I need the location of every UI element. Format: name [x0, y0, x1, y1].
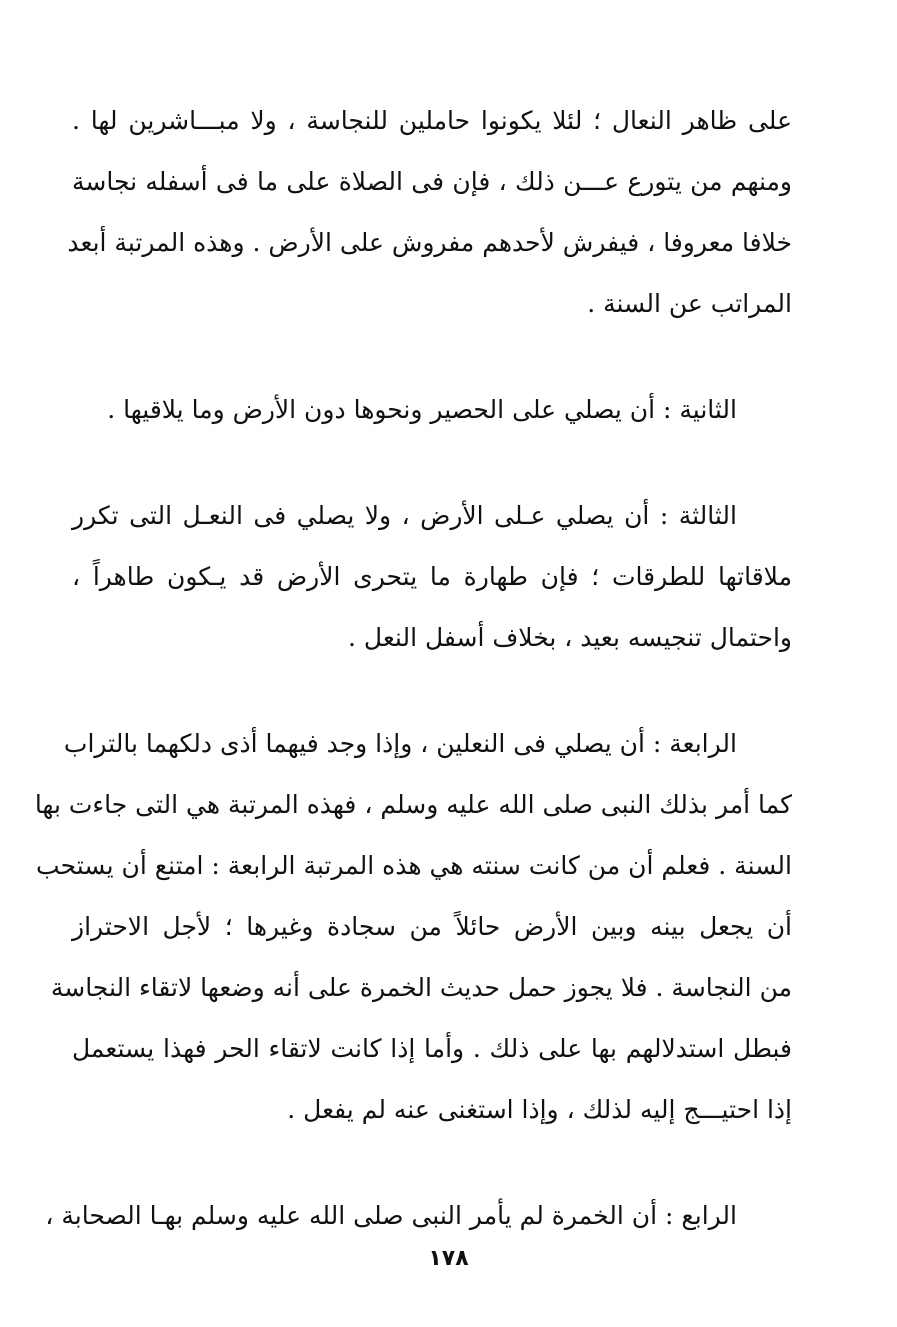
text-line: السنة . فعلم أن من كانت سنته هي هذه المرتبة الرابعة : امتنع أن يستحب [36, 851, 792, 880]
paragraph-gap [72, 440, 792, 485]
text-line: أن يجعل بينه وبين الأرض حائلاً من سجادة وغيرها ؛ لأجل الاحتراز [72, 912, 792, 941]
text-line: المراتب عن السنة . [587, 289, 792, 318]
text-line: الرابعة : أن يصلي فى النعلين ، وإذا وجد فيهما أذى دلكهما بالتراب [63, 729, 737, 758]
paragraph-gap [72, 668, 792, 713]
text-line: خلافا معروفا ، فيفرش لأحدهم مفروش على الأرض . وهذه المرتبة أبعد [67, 228, 792, 257]
text-line: من النجاسة . فلا يجوز حمل حديث الخمرة على أنه وضعها لاتقاء النجاسة [50, 973, 792, 1002]
text-line: على ظاهر النعال ؛ لئلا يكونوا حاملين للنجاسة ، ولا مبـــاشرين لها . [72, 106, 792, 135]
text-line: فبطل استدلالهم بها على ذلك . وأما إذا كانت لاتقاء الحر فهذا يستعمل [72, 1034, 792, 1063]
paragraph-fourth-level [34, 713, 792, 1140]
text-line: ملاقاتها للطرقات ؛ فإن طهارة ما يتحرى الأرض قد يـكون طاهراً ، [72, 562, 792, 591]
paragraph-third-level [72, 485, 792, 668]
page-number: ١٧٨ [428, 1246, 469, 1271]
paragraph-fourth-point [45, 1185, 792, 1246]
paragraph-continuation [67, 90, 792, 334]
paragraph-gap [72, 334, 792, 379]
paragraph-second-level [72, 379, 792, 440]
text-line: كما أمر بذلك النبى صلى الله عليه وسلم ، فهذه المرتبة هي التى جاءت بها [34, 790, 792, 819]
text-line: الثانية : أن يصلي على الحصير ونحوها دون الأرض وما يلاقيها . [107, 395, 737, 424]
paragraph-gap [72, 1140, 792, 1185]
document-page [34, 90, 792, 1280]
text-line: ومنهم من يتورع عـــن ذلك ، فإن فى الصلاة على ما فى أسفله نجاسة [72, 167, 792, 196]
text-line: الثالثة : أن يصلي عـلى الأرض ، ولا يصلي فى النعـل التى تكرر [72, 501, 737, 530]
text-line: إذا احتيـــج إليه لذلك ، وإذا استغنى عنه لم يفعل . [287, 1095, 792, 1124]
text-line: الرابع : أن الخمرة لم يأمر النبى صلى الله عليه وسلم بهـا الصحابة ، [45, 1201, 737, 1230]
text-line: واحتمال تنجيسه بعيد ، بخلاف أسفل النعل . [348, 623, 792, 652]
